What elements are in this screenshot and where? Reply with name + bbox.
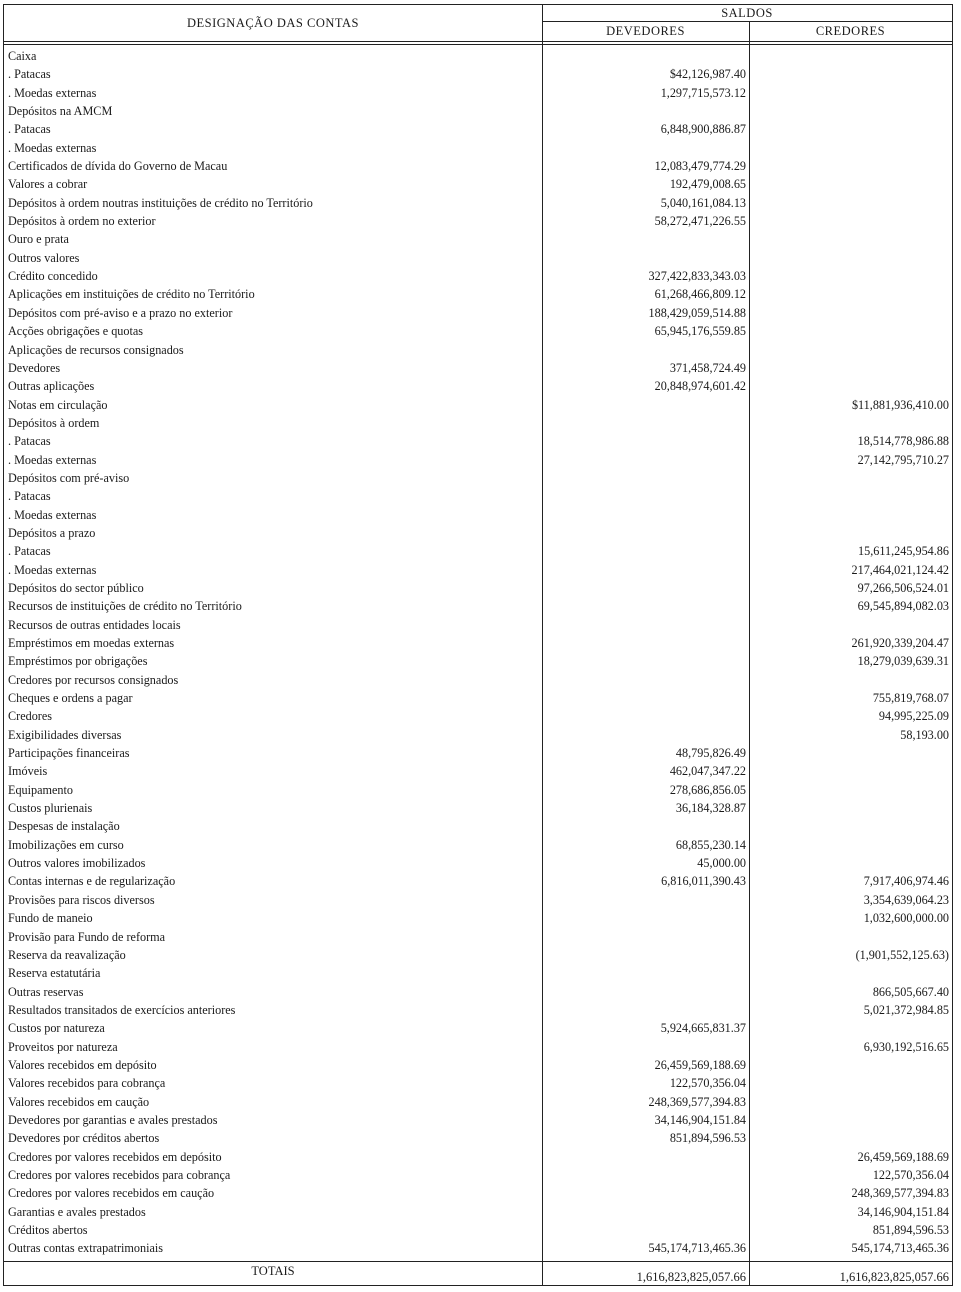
table-row	[4, 946, 952, 964]
credit-balance: 755,819,768.07	[872, 691, 949, 706]
table-row	[4, 891, 952, 909]
table-row	[4, 120, 952, 138]
totals-credit: 1,616,823,825,057.66	[839, 1270, 949, 1284]
account-name: Fundo de maneio	[8, 911, 93, 926]
account-name: . Moedas externas	[8, 562, 97, 577]
account-name: Depósitos à ordem no exterior	[8, 214, 156, 229]
credit-balance: 18,514,778,986.88	[857, 434, 949, 449]
credit-balance: (1,901,552,125.63)	[855, 947, 949, 962]
account-name: Depósitos à ordem noutras instituições de crédito no Território	[8, 195, 313, 210]
table-row	[4, 1019, 952, 1037]
debit-balance: 462,047,347.22	[669, 764, 746, 779]
table-row	[4, 175, 952, 193]
credit-balance: 851,894,596.53	[872, 1223, 949, 1237]
account-name: Credores por valores recebidos para cobrança	[8, 1167, 231, 1182]
debit-balance: 61,268,466,809.12	[654, 287, 746, 302]
table-row	[4, 84, 952, 102]
debit-balance: 20,848,974,601.42	[654, 379, 746, 394]
credit-balance: 15,611,245,954.86	[858, 544, 949, 559]
account-name: Aplicações de recursos consignados	[8, 342, 184, 357]
credit-balance: 18,279,039,639.31	[857, 654, 949, 669]
table-row	[4, 524, 952, 542]
debit-balance: 65,945,176,559.85	[654, 324, 746, 339]
header-accounts: DESIGNAÇÃO DAS CONTAS	[186, 16, 359, 30]
table-row	[4, 1038, 952, 1056]
account-name: Notas em circulação	[8, 397, 108, 412]
debit-balance: 6,816,011,390.43	[661, 874, 746, 889]
table-row	[4, 1056, 952, 1074]
debit-balance: 12,083,479,774.29	[654, 159, 746, 174]
account-name: Recursos de instituições de crédito no Território	[8, 599, 242, 614]
debit-balance: 248,369,577,394.83	[648, 1094, 746, 1109]
table-row	[4, 597, 952, 615]
header-credores: CREDORES	[815, 24, 886, 38]
debit-balance: 26,459,569,188.69	[654, 1057, 746, 1072]
table-row	[4, 285, 952, 303]
table-row	[4, 230, 952, 248]
account-name: Depósitos à ordem	[8, 415, 100, 430]
totals-debit: 1,616,823,825,057.66	[636, 1270, 746, 1284]
debit-balance: 36,184,328.87	[675, 801, 746, 816]
account-name: Despesas de instalação	[8, 819, 120, 834]
debit-balance: 58,272,471,226.55	[654, 214, 746, 229]
account-name: Participações financeiras	[8, 746, 130, 761]
credit-balance: 1,032,600,000.00	[863, 911, 949, 926]
balance-sheet-table	[3, 4, 953, 1286]
debit-balance: 192,479,008.65	[669, 177, 746, 192]
table-row	[4, 817, 952, 835]
table-row	[4, 707, 952, 725]
debit-balance: 278,686,856.05	[669, 782, 746, 797]
table-row	[4, 542, 952, 560]
debit-balance: 6,848,900,886.87	[660, 122, 746, 137]
account-name: Certificados de dívida do Governo de Macau	[8, 159, 228, 174]
account-name: . Patacas	[8, 544, 51, 559]
table-row	[4, 744, 952, 762]
account-rows	[4, 47, 952, 1258]
table-row	[4, 781, 952, 799]
account-name: Acções obrigações e quotas	[8, 324, 144, 339]
table-row	[4, 1111, 952, 1129]
account-name: Valores recebidos em caução	[8, 1094, 150, 1109]
account-name: Credores por valores recebidos em depósito	[8, 1149, 222, 1164]
account-name: . Patacas	[8, 122, 51, 137]
account-name: . Patacas	[8, 434, 51, 449]
credit-balance: 217,464,021,124.42	[851, 562, 949, 577]
account-name: . Patacas	[8, 489, 51, 504]
table-row	[4, 432, 952, 450]
account-name: Outras contas extrapatrimoniais	[8, 1241, 164, 1256]
credit-balance: 97,266,506,524.01	[857, 580, 949, 595]
table-row	[4, 909, 952, 927]
table-row	[4, 1203, 952, 1221]
table-row	[4, 1001, 952, 1019]
account-name: Devedores por créditos abertos	[8, 1131, 160, 1146]
table-row	[4, 267, 952, 285]
account-name: Recursos de outras entidades locais	[8, 617, 181, 632]
account-name: Empréstimos em moedas externas	[8, 636, 175, 650]
debit-balance: 5,924,665,831.37	[660, 1021, 746, 1036]
table-row	[4, 1184, 952, 1202]
account-name: Depósitos com pré-aviso e a prazo no exterior	[8, 305, 233, 320]
debit-balance: 45,000.00	[697, 856, 746, 871]
table-row	[4, 928, 952, 946]
account-name: Créditos abertos	[8, 1223, 88, 1237]
table-row	[4, 469, 952, 487]
table-row	[4, 322, 952, 340]
header-rule-bottom-2	[4, 44, 952, 45]
credit-balance: 94,995,225.09	[878, 709, 949, 724]
account-name: Credores	[8, 709, 52, 724]
debit-balance: 122,570,356.04	[669, 1076, 746, 1091]
debit-balance: 5,040,161,084.13	[660, 195, 746, 210]
account-name: Ouro e prata	[8, 232, 69, 247]
table-row	[4, 762, 952, 780]
table-row	[4, 854, 952, 872]
table-row	[4, 1221, 952, 1239]
account-name: Devedores por garantias e avales prestados	[8, 1112, 218, 1127]
table-row	[4, 506, 952, 524]
account-name: Custos plurienais	[8, 801, 93, 816]
table-row	[4, 341, 952, 359]
debit-balance: 68,855,230.14	[675, 837, 746, 852]
account-name: Credores por valores recebidos em caução	[8, 1186, 215, 1201]
table-row	[4, 634, 952, 652]
table-row	[4, 561, 952, 579]
credit-balance: 248,369,577,394.83	[851, 1186, 949, 1201]
table-row	[4, 872, 952, 890]
header-rule-saldos	[542, 21, 952, 22]
table-row	[4, 487, 952, 505]
table-row	[4, 652, 952, 670]
account-name: Depósitos a prazo	[8, 525, 96, 540]
account-name: Custos por natureza	[8, 1021, 105, 1036]
account-name: Outros valores imobilizados	[8, 856, 146, 871]
credit-balance: 545,174,713,465.36	[851, 1241, 949, 1256]
account-name: Resultados transitados de exercícios anteriores	[8, 1002, 236, 1017]
credit-balance: 3,354,639,064.23	[863, 892, 949, 907]
account-name: Provisões para riscos diversos	[8, 892, 155, 907]
table-row	[4, 1093, 952, 1111]
credit-balance: 7,917,406,974.46	[863, 874, 949, 889]
header-devedores: DEVEDORES	[606, 24, 685, 38]
account-name: Aplicações em instituições de crédito no Território	[8, 287, 255, 302]
account-name: . Patacas	[8, 67, 51, 82]
table-row	[4, 157, 952, 175]
account-name: Valores a cobrar	[8, 177, 88, 192]
table-row	[4, 212, 952, 230]
credit-balance: 69,545,894,082.03	[857, 599, 949, 614]
table-row	[4, 249, 952, 267]
credit-balance: 866,505,667.40	[872, 984, 949, 999]
account-name: Credores por recursos consignados	[8, 672, 179, 687]
credit-balance: 5,021,372,984.85	[863, 1002, 949, 1017]
credit-balance: 6,930,192,516.65	[863, 1039, 949, 1054]
credit-balance: 58,193.00	[900, 727, 949, 742]
account-name: Depósitos do sector público	[8, 580, 144, 595]
table-row	[4, 102, 952, 120]
table-row	[4, 726, 952, 744]
table-row	[4, 359, 952, 377]
table-row	[4, 671, 952, 689]
table-row	[4, 304, 952, 322]
account-name: Crédito concedido	[8, 269, 98, 284]
credit-balance: 34,146,904,151.84	[857, 1204, 949, 1219]
debit-balance: 188,429,059,514.88	[648, 305, 746, 320]
account-name: . Moedas externas	[8, 507, 97, 522]
account-name: Contas internas e de regularização	[8, 874, 176, 889]
debit-balance: 1,297,715,573.12	[660, 85, 746, 100]
debit-balance: $42,126,987.40	[669, 67, 746, 82]
account-name: Outras reservas	[8, 984, 84, 999]
account-name: Empréstimos por obrigações	[8, 654, 148, 669]
account-name: Reserva estatutária	[8, 966, 101, 981]
account-name: Exigibilidades diversas	[8, 727, 122, 742]
table-row	[4, 579, 952, 597]
account-name: Valores recebidos para cobrança	[8, 1076, 166, 1091]
account-name: Depósitos na AMCM	[8, 104, 113, 119]
table-row	[4, 377, 952, 395]
account-name: Valores recebidos em depósito	[8, 1057, 157, 1072]
table-row	[4, 1074, 952, 1092]
table-row	[4, 1148, 952, 1166]
table-row	[4, 1239, 952, 1257]
account-name: Cheques e ordens a pagar	[8, 691, 133, 706]
table-row	[4, 616, 952, 634]
table-row	[4, 689, 952, 707]
table-row	[4, 1166, 952, 1184]
table-row	[4, 799, 952, 817]
account-name: Imobilizações em curso	[8, 837, 124, 852]
account-name: Provisão para Fundo de reforma	[8, 929, 166, 944]
table-row	[4, 1129, 952, 1147]
table-row	[4, 964, 952, 982]
debit-balance: 48,795,826.49	[675, 746, 746, 761]
account-name: Devedores	[8, 360, 61, 375]
debit-balance: 851,894,596.53	[669, 1131, 746, 1146]
account-name: Garantias e avales prestados	[8, 1204, 146, 1219]
credit-balance: 26,459,569,188.69	[857, 1149, 949, 1164]
table-row	[4, 983, 952, 1001]
account-name: Equipamento	[8, 782, 73, 797]
debit-balance: 327,422,833,343.03	[648, 269, 746, 284]
account-name: Proveitos por natureza	[8, 1039, 118, 1054]
credit-balance: $11,881,936,410.00	[851, 397, 949, 412]
credit-balance: 122,570,356.04	[872, 1167, 949, 1182]
table-row	[4, 396, 952, 414]
table-row	[4, 194, 952, 212]
credit-balance: 261,920,339,204.47	[851, 636, 949, 650]
account-name: . Moedas externas	[8, 85, 97, 100]
debit-balance: 371,458,724.49	[669, 360, 746, 375]
debit-balance: 545,174,713,465.36	[648, 1241, 746, 1256]
account-name: Outros valores	[8, 250, 80, 265]
account-name: Caixa	[8, 49, 37, 63]
table-row	[4, 65, 952, 83]
account-name: Reserva da reavalização	[8, 947, 126, 962]
totals-row	[4, 1263, 952, 1285]
header-rule-bottom	[4, 41, 952, 42]
credit-balance: 27,142,795,710.27	[857, 452, 949, 467]
table-row	[4, 414, 952, 432]
account-name: . Moedas externas	[8, 140, 97, 155]
table-row	[4, 139, 952, 157]
table-row	[4, 836, 952, 854]
debit-balance: 34,146,904,151.84	[654, 1112, 746, 1127]
totals-label: TOTAIS	[251, 1264, 295, 1278]
account-name: Outras aplicações	[8, 379, 95, 394]
table-row	[4, 451, 952, 469]
account-name: Imóveis	[8, 764, 48, 779]
table-row	[4, 47, 952, 65]
account-name: . Moedas externas	[8, 452, 97, 467]
account-name: Depósitos com pré-aviso	[8, 470, 130, 485]
header-saldos: SALDOS	[721, 6, 773, 20]
